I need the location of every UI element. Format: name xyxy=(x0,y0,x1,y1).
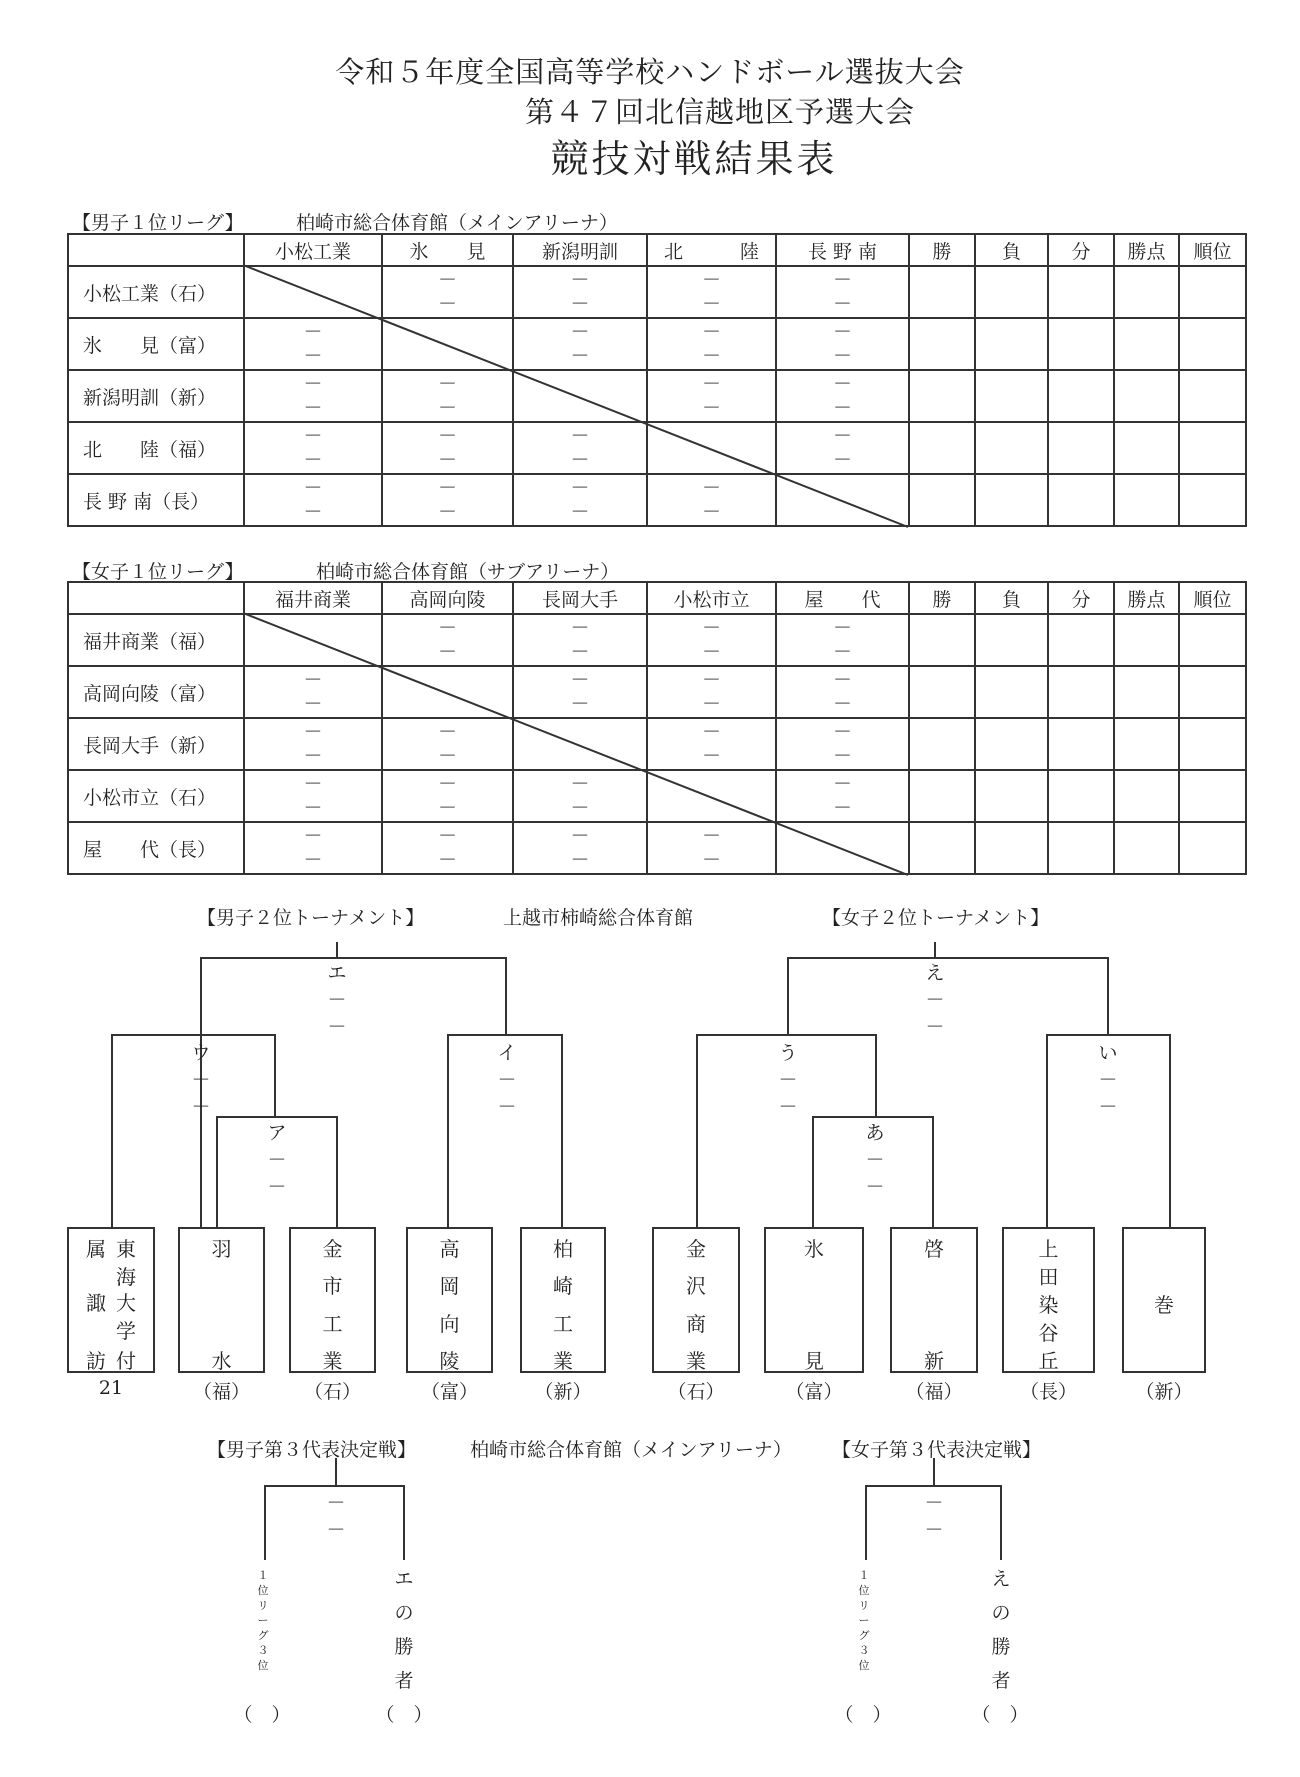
title-line-3: 競技対戦結果表 xyxy=(550,137,838,181)
boys-team-char: 金 xyxy=(322,1237,343,1261)
score-dash: － xyxy=(832,449,852,471)
score-dash: － xyxy=(303,501,323,523)
girls-league-col-header: 福井商業 xyxy=(244,582,382,614)
girls-league-col-header: 長岡大手 xyxy=(513,582,647,614)
boys-league-col-header: 北 陸 xyxy=(647,234,776,266)
boys-team-pref: （新） xyxy=(534,1381,592,1403)
boys-league-row-team: 氷 見（富） xyxy=(68,318,244,370)
boys-team-char: 羽 xyxy=(211,1237,232,1261)
girls-team-box xyxy=(1002,1227,1095,1373)
boys-match-e: エ － － xyxy=(327,962,347,1038)
boys-team-box xyxy=(406,1227,493,1373)
score-dash: － xyxy=(701,397,721,419)
score-dash: － xyxy=(303,797,323,819)
score-dash: － xyxy=(570,449,590,471)
girls-team-char: 金 xyxy=(686,1237,706,1261)
girls-third-score: － － xyxy=(924,1492,944,1541)
score-dash: － xyxy=(570,669,590,691)
girls-team-char: 商 xyxy=(686,1311,706,1336)
score-dash: － xyxy=(570,641,590,663)
boys-league-col-header: 長 野 南 xyxy=(776,234,909,266)
boys-league-row-team: 新潟明訓（新） xyxy=(68,370,244,422)
girls-league-heading: 【女子１位リーグ】 xyxy=(72,561,244,583)
score-dash: － xyxy=(570,693,590,715)
girls-team-char: 氷 xyxy=(804,1237,824,1261)
boys-league-stat-header: 分 xyxy=(1048,234,1114,266)
girls-league-row-team: 福井商業（福） xyxy=(68,614,244,666)
boys-team-char: 市 xyxy=(322,1274,343,1299)
boys-league-row-team: 北 陸（福） xyxy=(68,422,244,474)
girls-match-a: あ － － xyxy=(865,1122,885,1198)
score-dash: － xyxy=(303,425,323,447)
girls-team-box xyxy=(1122,1227,1206,1373)
score-dash: － xyxy=(303,373,323,395)
boys-league-venue: 柏崎市総合体育館（メインアリーナ） xyxy=(296,212,618,234)
score-dash: － xyxy=(701,641,721,663)
score-dash: － xyxy=(437,373,457,395)
score-dash: － xyxy=(570,797,590,819)
girls-match-e: え － － xyxy=(925,962,945,1038)
score-dash: － xyxy=(437,641,457,663)
boys-third-left-paren: （ ） xyxy=(233,1704,291,1726)
score-dash: － xyxy=(303,693,323,715)
boys-team-char: 諏 xyxy=(86,1291,106,1315)
boys-match-a: ア － － xyxy=(267,1122,287,1198)
score-dash: － xyxy=(832,321,852,343)
score-dash: － xyxy=(832,617,852,639)
score-dash: － xyxy=(437,449,457,471)
score-dash: － xyxy=(701,293,721,315)
girls-third-left-paren: （ ） xyxy=(834,1704,892,1726)
score-dash: － xyxy=(701,617,721,639)
score-dash: － xyxy=(701,345,721,367)
boys-team-pref: （石） xyxy=(303,1381,361,1403)
league-diagonal-line xyxy=(243,613,908,875)
score-dash: － xyxy=(832,269,852,291)
girls-team-pref: （新） xyxy=(1135,1381,1193,1403)
score-dash: － xyxy=(303,321,323,343)
boys-team-pref: （富） xyxy=(420,1381,478,1403)
boys-team-char: 属 xyxy=(86,1237,106,1261)
score-dash: － xyxy=(832,745,852,767)
girls-team-pref: （長） xyxy=(1019,1381,1077,1403)
boys-team-char: 学 xyxy=(116,1319,136,1343)
girls-league-row-team: 小松市立（石） xyxy=(68,770,244,822)
boys-third-right-label: エ の 勝 者 xyxy=(394,1568,414,1692)
girls-league-stat-header: 順位 xyxy=(1179,582,1246,614)
score-dash: － xyxy=(303,745,323,767)
score-dash: － xyxy=(832,773,852,795)
boys-team-char: 工 xyxy=(553,1311,573,1336)
score-dash: － xyxy=(303,849,323,871)
girls-league-venue: 柏崎市総合体育館（サブアリーナ） xyxy=(316,561,620,583)
league-diagonal-line xyxy=(243,265,908,527)
boys-match-i: イ － － xyxy=(497,1042,517,1118)
girls-team-char: 沢 xyxy=(686,1274,706,1299)
score-dash: － xyxy=(437,797,457,819)
score-dash: － xyxy=(832,721,852,743)
score-dash: － xyxy=(832,797,852,819)
boys-third-score: － － xyxy=(326,1492,346,1541)
boys-team-pref: 21 xyxy=(98,1377,124,1399)
score-dash: － xyxy=(303,825,323,847)
girls-third-right-paren: （ ） xyxy=(971,1704,1029,1726)
boys-league-stat-header: 順位 xyxy=(1179,234,1246,266)
girls-team-pref: （福） xyxy=(905,1381,963,1403)
boys-team-char: 業 xyxy=(553,1349,573,1373)
boys-league-stat-header: 負 xyxy=(975,234,1048,266)
score-dash: － xyxy=(701,321,721,343)
girls-team-char: 田 xyxy=(1038,1265,1059,1289)
boys-league-col-header: 氷 見 xyxy=(382,234,513,266)
girls-team-box xyxy=(764,1227,864,1373)
girls-team-box xyxy=(890,1227,978,1373)
girls-team-char: 新 xyxy=(924,1349,944,1373)
score-dash: － xyxy=(701,669,721,691)
girls-league-row-team: 屋 代（長） xyxy=(68,822,244,874)
score-dash: － xyxy=(570,269,590,291)
score-dash: － xyxy=(437,269,457,291)
score-dash: － xyxy=(832,293,852,315)
score-dash: － xyxy=(701,501,721,523)
score-dash: － xyxy=(303,477,323,499)
girls-third-right-label: え の 勝 者 xyxy=(991,1568,1011,1692)
girls-match-u: う － － xyxy=(778,1042,798,1118)
score-dash: － xyxy=(701,849,721,871)
score-dash: － xyxy=(832,397,852,419)
score-dash: － xyxy=(570,501,590,523)
score-dash: － xyxy=(303,449,323,471)
score-dash: － xyxy=(437,773,457,795)
score-dash: － xyxy=(701,269,721,291)
score-dash: － xyxy=(570,849,590,871)
score-dash: － xyxy=(303,345,323,367)
boys-team-char: 海 xyxy=(116,1265,136,1289)
boys-team-box xyxy=(178,1227,265,1373)
score-dash: － xyxy=(437,501,457,523)
score-dash: － xyxy=(437,425,457,447)
girls-league-stat-header: 分 xyxy=(1048,582,1114,614)
girls-team-pref: （石） xyxy=(667,1381,725,1403)
boys-team-char: 東 xyxy=(116,1237,136,1261)
score-dash: － xyxy=(437,745,457,767)
score-dash: － xyxy=(701,477,721,499)
boys-third-right-paren: （ ） xyxy=(375,1704,433,1726)
girls-team-box xyxy=(652,1227,740,1373)
boys-match-u: ウ － － xyxy=(191,1042,211,1118)
score-dash: － xyxy=(437,477,457,499)
title-line-2: 第４７回北信越地区予選大会 xyxy=(524,95,915,129)
boys-league-row-team: 小松工業（石） xyxy=(68,266,244,318)
boys-tournament-venue: 上越市柿崎総合体育館 xyxy=(503,907,694,929)
girls-team-char: 業 xyxy=(686,1349,706,1373)
girls-league-stat-header: 勝 xyxy=(909,582,975,614)
boys-team-char: 向 xyxy=(439,1311,460,1336)
girls-team-char: 啓 xyxy=(924,1237,944,1261)
score-dash: － xyxy=(570,293,590,315)
girls-team-char: 丘 xyxy=(1038,1349,1059,1373)
girls-team-char: 谷 xyxy=(1038,1321,1059,1345)
boys-league-heading: 【男子１位リーグ】 xyxy=(72,212,244,234)
girls-third-heading: 【女子第３代表決定戦】 xyxy=(832,1439,1042,1461)
score-dash: － xyxy=(832,425,852,447)
score-dash: － xyxy=(437,825,457,847)
boys-team-pref: （福） xyxy=(192,1381,250,1403)
boys-team-char: 柏 xyxy=(553,1237,573,1261)
score-dash: － xyxy=(303,669,323,691)
score-dash: － xyxy=(437,849,457,871)
girls-league-col-header: 小松市立 xyxy=(647,582,776,614)
score-dash: － xyxy=(437,617,457,639)
score-dash: － xyxy=(570,425,590,447)
boys-team-char: 高 xyxy=(439,1237,460,1261)
girls-team-pref: （富） xyxy=(785,1381,843,1403)
boys-league-stat-header: 勝点 xyxy=(1114,234,1179,266)
girls-league-col-header: 高岡向陵 xyxy=(382,582,513,614)
score-dash: － xyxy=(570,825,590,847)
title-line-1: 令和５年度全国高等学校ハンドボール選抜大会 xyxy=(335,55,965,89)
score-dash: － xyxy=(570,617,590,639)
score-dash: － xyxy=(437,397,457,419)
score-dash: － xyxy=(701,825,721,847)
third-venue: 柏崎市総合体育館（メインアリーナ） xyxy=(470,1439,792,1461)
score-dash: － xyxy=(832,669,852,691)
girls-tournament-heading: 【女子２位トーナメント】 xyxy=(822,907,1050,929)
boys-team-char: 水 xyxy=(211,1349,232,1373)
girls-team-char: 上 xyxy=(1038,1237,1059,1261)
score-dash: － xyxy=(701,693,721,715)
score-dash: － xyxy=(570,477,590,499)
score-dash: － xyxy=(437,293,457,315)
boys-team-box xyxy=(520,1227,606,1373)
girls-league-row-team: 長岡大手（新） xyxy=(68,718,244,770)
boys-team-char: 崎 xyxy=(553,1274,573,1299)
boys-league-stat-header: 勝 xyxy=(909,234,975,266)
score-dash: － xyxy=(701,745,721,767)
boys-team-char: 業 xyxy=(322,1349,343,1373)
boys-team-char: 工 xyxy=(322,1311,343,1336)
boys-league-col-header: 小松工業 xyxy=(244,234,382,266)
boys-team-char: 大 xyxy=(116,1291,136,1315)
girls-team-char: 染 xyxy=(1038,1293,1059,1317)
girls-team-char: 見 xyxy=(804,1349,824,1373)
girls-team-char: 巻 xyxy=(1154,1293,1174,1317)
score-dash: － xyxy=(832,373,852,395)
score-dash: － xyxy=(570,321,590,343)
boys-team-char: 訪 xyxy=(86,1349,106,1373)
score-dash: － xyxy=(832,345,852,367)
boys-league-col-header: 新潟明訓 xyxy=(513,234,647,266)
girls-league-col-header: 屋 代 xyxy=(776,582,909,614)
score-dash: － xyxy=(701,373,721,395)
girls-match-i: い － － xyxy=(1098,1042,1118,1118)
score-dash: － xyxy=(832,641,852,663)
girls-league-row-team: 高岡向陵（富） xyxy=(68,666,244,718)
score-dash: － xyxy=(570,345,590,367)
boys-team-char: 岡 xyxy=(439,1274,460,1299)
boys-team-char: 付 xyxy=(116,1349,136,1373)
boys-league-row-team: 長 野 南（長） xyxy=(68,474,244,526)
score-dash: － xyxy=(303,397,323,419)
boys-team-char: 陵 xyxy=(439,1349,460,1373)
girls-third-left-label: １ 位 リ ー グ ３ 位 xyxy=(858,1569,870,1672)
score-dash: － xyxy=(303,773,323,795)
score-dash: － xyxy=(701,721,721,743)
boys-team-box xyxy=(289,1227,376,1373)
score-dash: － xyxy=(303,721,323,743)
girls-league-stat-header: 勝点 xyxy=(1114,582,1179,614)
score-dash: － xyxy=(832,693,852,715)
score-dash: － xyxy=(570,773,590,795)
boys-team-box xyxy=(67,1227,155,1373)
boys-third-left-label: １ 位 リ ー グ ３ 位 xyxy=(257,1569,269,1672)
boys-third-heading: 【男子第３代表決定戦】 xyxy=(207,1439,417,1461)
boys-tournament-heading: 【男子２位トーナメント】 xyxy=(197,907,425,929)
score-dash: － xyxy=(437,721,457,743)
girls-league-stat-header: 負 xyxy=(975,582,1048,614)
